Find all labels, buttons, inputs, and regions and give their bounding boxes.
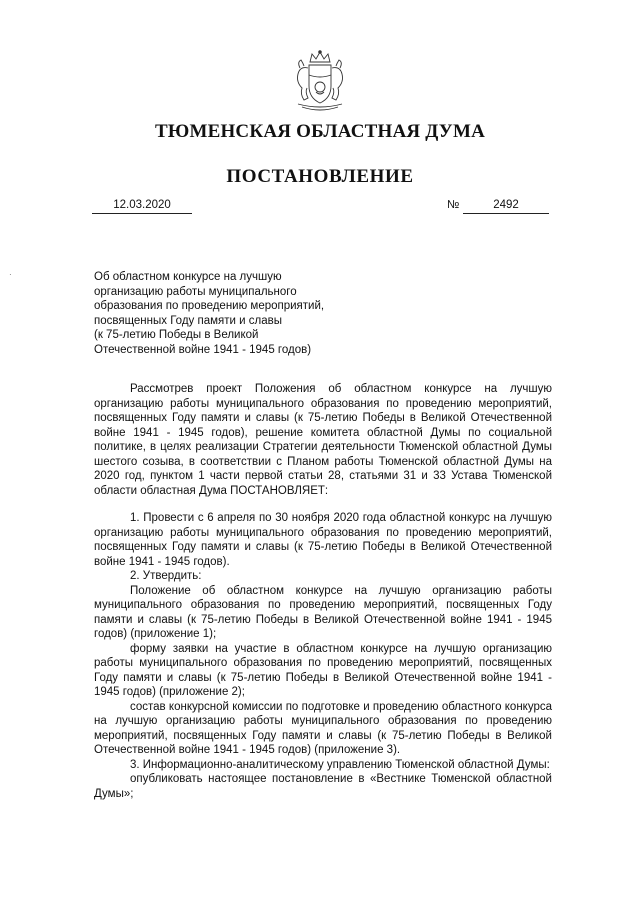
document-subject xyxy=(94,270,354,357)
subject-line: образования по проведению мероприятий, xyxy=(94,300,325,312)
item-3-paragraph: 3. Информационно-аналитическому управлению Тюменской областной Думы: xyxy=(130,758,550,771)
coat-of-arms-icon xyxy=(286,48,354,114)
item-2b-paragraph: форму заявки на участие в областном конкурсе на лучшую организацию работы муниципального образования по проведению мероприятий, посвященных Году памяти и славы (к 75-летию Победы в Великой Отечественной войне 1941 - 1945 годов) (приложение 2); xyxy=(94,642,552,698)
subject-line: (к 75-летию Победы в Великой xyxy=(94,329,259,341)
document-number: 2492 xyxy=(463,198,549,214)
subject-line: Отечественной войне 1941 - 1945 годов) xyxy=(94,343,312,356)
organization-title: ТЮМЕНСКАЯ ОБЛАСТНАЯ ДУМА xyxy=(154,121,485,142)
document-type-title: ПОСТАНОВЛЕНИЕ xyxy=(226,166,414,187)
subject-line: Об областном конкурсе на лучшую xyxy=(94,271,282,283)
item-1-paragraph: 1. Провести с 6 апреля по 30 ноября 2020 года областной конкурс на лучшую организацию работы муниципального образования по проведению мероприятий, посвященных Году памяти и славы (к 75-летию Победы в Великой Отечественной войне 1941 - 1945 годов). xyxy=(94,512,552,568)
subject-line: организацию работы муниципального xyxy=(94,285,297,298)
document-body xyxy=(94,382,552,801)
document-date: 12.03.2020 xyxy=(92,198,192,214)
item-2c-paragraph: состав конкурсной комиссии по подготовке и проведению областного конкурса на лучшую организацию работы муниципального образования по проведению мероприятий, посвященных Году памяти и славы (к 75-летию Победы в Великой Отечественной войне 1941 - 1945 годов) (приложение 3). xyxy=(94,700,552,756)
item-2a-paragraph: Положение об областном конкурсе на лучшую организацию работы муниципального образования по проведению мероприятий, посвященных Году памяти и славы (к 75-летию Победы в Великой Отечественной войне 1941 - 1945 годов) (приложение 1); xyxy=(94,584,552,640)
item-3a-paragraph: опубликовать настоящее постановление в «Вестнике Тюменской областной Думы»; xyxy=(94,773,552,800)
item-2-heading: 2. Утвердить: xyxy=(130,570,202,582)
number-sign: № xyxy=(447,199,460,211)
margin-mark: · xyxy=(9,270,12,279)
preamble-paragraph: Рассмотрев проект Положения об областном конкурсе на лучшую организацию работы муниципального образования по проведению мероприятий, посвященных Году памяти и славы (к 75-летию Победы в Великой Отечественной войне 1941 - 1945 годов), решение комитета областной Думы по социальной политике, в целях реализации Стратегии деятельности Тюменской областной Думы шестого созыва, в соответствии с Планом работы Тюменской областной Думы на 2020 год, пунктом 1 части первой статьи 28, статьями 31 и 33 Устава Тюменской области областная Дума ПОСТАНОВЛЯЕТ: xyxy=(94,383,552,497)
subject-line: посвященных Году памяти и славы xyxy=(94,314,282,327)
